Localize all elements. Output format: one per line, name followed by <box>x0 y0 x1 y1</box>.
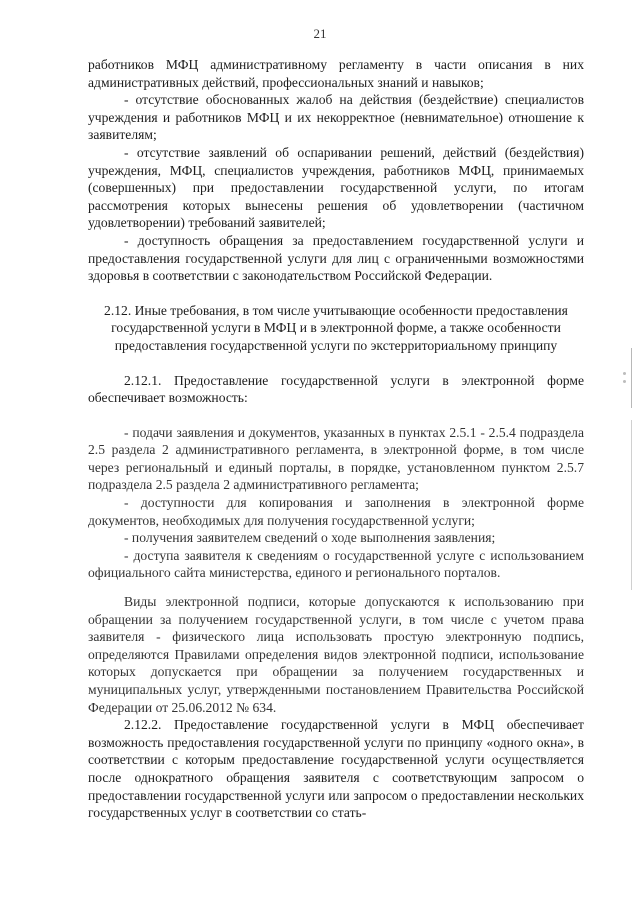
scan-edge-mark <box>631 348 632 408</box>
paragraph-electronic-signature: Виды электронной подписи, которые допускаются к использованию при обращении за получением государственной услуги, в том числе с учетом права заявителя - физического лица использовать простую электронную подпись, определяются Правилами определения видов электронной подписи, использование которых допускается при обращении за получением государственных и муниципальных услуг, утвержденными постановлением Правительства Российской Федерации от 25.06.2012 № 634. <box>88 594 584 715</box>
section-2-12-1-intro: 2.12.1. Предоставление государственной услуги в электронной форме обеспечивает возможность: <box>88 372 584 406</box>
list-item-submission: - подачи заявления и документов, указанных в пунктах 2.5.1 - 2.5.4 подраздела 2.5 раздела 2 административного регламента, в электронной форме, в том числе через региональный и единый порталы, в порядке, установленном пунктом 2.5.7 подраздела 2.5 раздела 2 административного регламента; <box>88 424 584 493</box>
page-number: 21 <box>313 26 327 41</box>
list-item-status: - получения заявителем сведений о ходе выполнения заявления; <box>124 530 496 546</box>
section-heading-2-12: 2.12. Иные требования, в том числе учитывающие особенности предоставления государственной услуги в МФЦ и в электронной форме, а также особенности предоставления государственной услуги по экстерриториальному принципу <box>104 302 568 353</box>
scan-edge-mark <box>631 420 632 590</box>
paragraph-no-appeals: - отсутствие заявлений об оспаривании решений, действий (бездействия) учреждения, МФЦ, специалистов учреждения, работников МФЦ, принимаемых (совершенных) при предоставлении государственной услуги, по итогам рассмотрения которых вынесены решения об удовлетворении (частичном удовлетворении) требований заявителей; <box>88 144 584 231</box>
document-body <box>88 56 584 822</box>
scan-dot <box>623 380 626 383</box>
list-item-access: - доступа заявителя к сведениям о государственной услуге с использованием официального сайта министерства, единого и регионального порталов. <box>88 547 584 581</box>
paragraph-continuation: работников МФЦ административному регламенту в части описания в них административных действий, профессиональных знаний и навыков; <box>88 57 584 90</box>
scan-dot <box>623 372 626 375</box>
paragraph-no-complaints: - отсутствие обоснованных жалоб на действия (бездействие) специалистов учреждения и работников МФЦ и их некорректное (невнимательное) отношение к заявителям; <box>88 92 584 143</box>
list-item-copying: - доступности для копирования и заполнения в электронной форме документов, необходимых для получения государственной услуги; <box>88 495 584 528</box>
paragraph-accessibility: - доступность обращения за предоставлением государственной услуги и предоставления государственной услуги для лиц с ограниченными возможностями здоровья в соответствии с законодательством Российской Федерации. <box>88 232 584 284</box>
section-2-12-2: 2.12.2. Предоставление государственной услуги в МФЦ обеспечивает возможность предоставления государственной услуги по принципу «одного окна», в соответствии с которым предоставление государственной услуги осуществляется после однократного обращения заявителя с соответствующим запросом о предоставлении государственной услуги или запросом о предоставлении нескольких государственных услуг в соответствии со стать- <box>88 717 584 821</box>
